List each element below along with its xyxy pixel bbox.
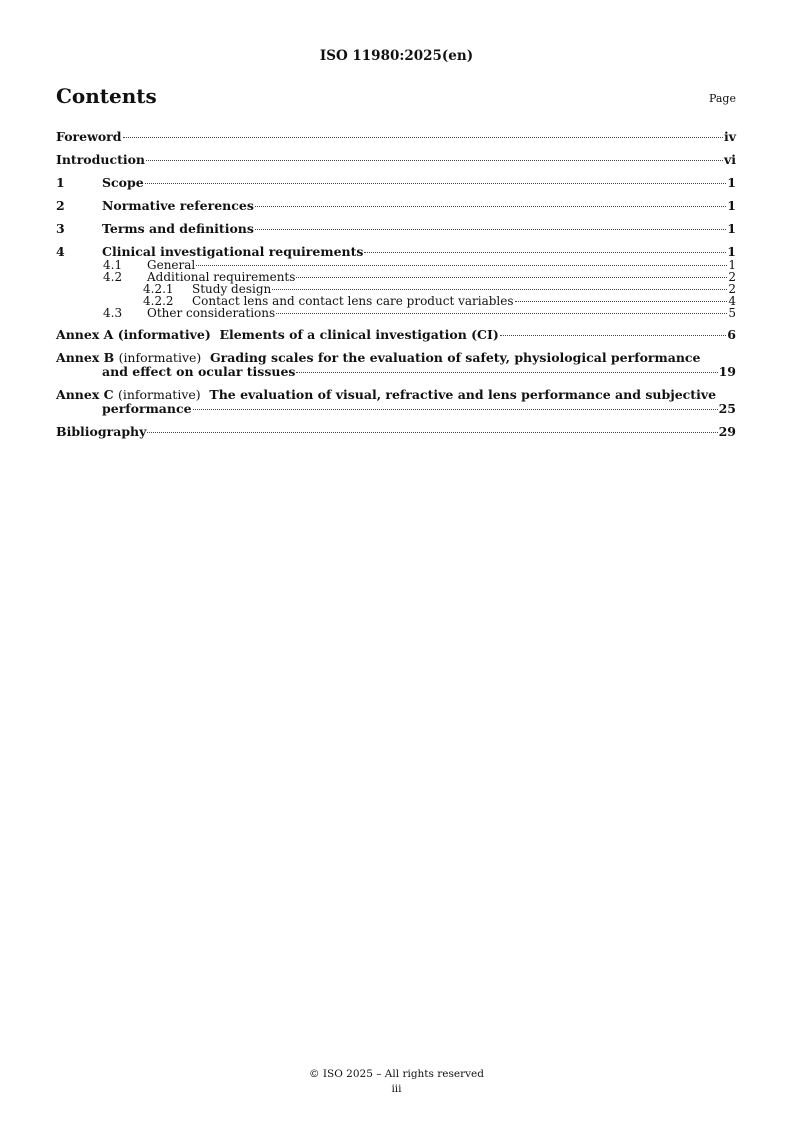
toc-entry-clinical-requirements[interactable]: 4 Clinical investigational requirements 1	[56, 244, 736, 259]
copyright-notice: © ISO 2025 – All rights reserved	[309, 1068, 484, 1080]
dot-leader	[193, 409, 718, 410]
dot-leader	[255, 229, 726, 230]
dot-leader	[147, 432, 717, 433]
dot-leader	[272, 289, 727, 290]
toc-entry-foreword[interactable]: Foreword iv	[56, 129, 736, 144]
toc-entry-introduction[interactable]: Introduction vi	[56, 152, 736, 167]
toc-entry-general[interactable]: 4.1 General 1	[103, 258, 736, 272]
dot-leader	[123, 137, 723, 138]
document-header: ISO 11980:2025(en)	[319, 48, 474, 64]
dot-leader	[276, 313, 727, 314]
table-of-contents	[56, 130, 736, 439]
toc-entry-annex-a[interactable]: Annex A (informative) Elements of a clinical investigation (CI) 6	[56, 327, 736, 342]
toc-entry-other-considerations[interactable]: 4.3 Other considerations 5	[103, 306, 736, 320]
contents-title: Contents	[56, 84, 157, 108]
dot-leader	[364, 252, 726, 253]
page-footer	[0, 1067, 793, 1097]
dot-leader	[196, 265, 727, 266]
toc-entry-scope[interactable]: 1 Scope 1	[56, 175, 736, 190]
toc-entry-bibliography[interactable]: Bibliography 29	[56, 424, 736, 439]
toc-entry-lens-variables[interactable]: 4.2.2 Contact lens and contact lens care product variables 4	[143, 294, 736, 308]
dot-leader	[145, 183, 727, 184]
page-number: iii	[391, 1083, 402, 1095]
dot-leader	[146, 160, 723, 161]
toc-entry-normative-references[interactable]: 2 Normative references 1	[56, 198, 736, 213]
dot-leader	[296, 372, 717, 373]
toc-entry-study-design[interactable]: 4.2.1 Study design 2	[143, 282, 736, 296]
toc-entry-terms-and-definitions[interactable]: 3 Terms and definitions 1	[56, 221, 736, 236]
page-column-label: Page	[708, 92, 736, 105]
toc-entry-annex-b[interactable]: Annex B (informative) Grading scales for the evaluation of safety, physiological performance and effect on ocular tissues 19	[56, 350, 736, 379]
toc-entry-additional-requirements[interactable]: 4.2 Additional requirements 2	[103, 270, 736, 284]
dot-leader	[255, 206, 726, 207]
dot-leader	[296, 277, 727, 278]
toc-entry-annex-c[interactable]: Annex C (informative) The evaluation of visual, refractive and lens performance and subjective performance 25	[56, 387, 736, 416]
dot-leader	[515, 301, 728, 302]
dot-leader	[500, 335, 727, 336]
